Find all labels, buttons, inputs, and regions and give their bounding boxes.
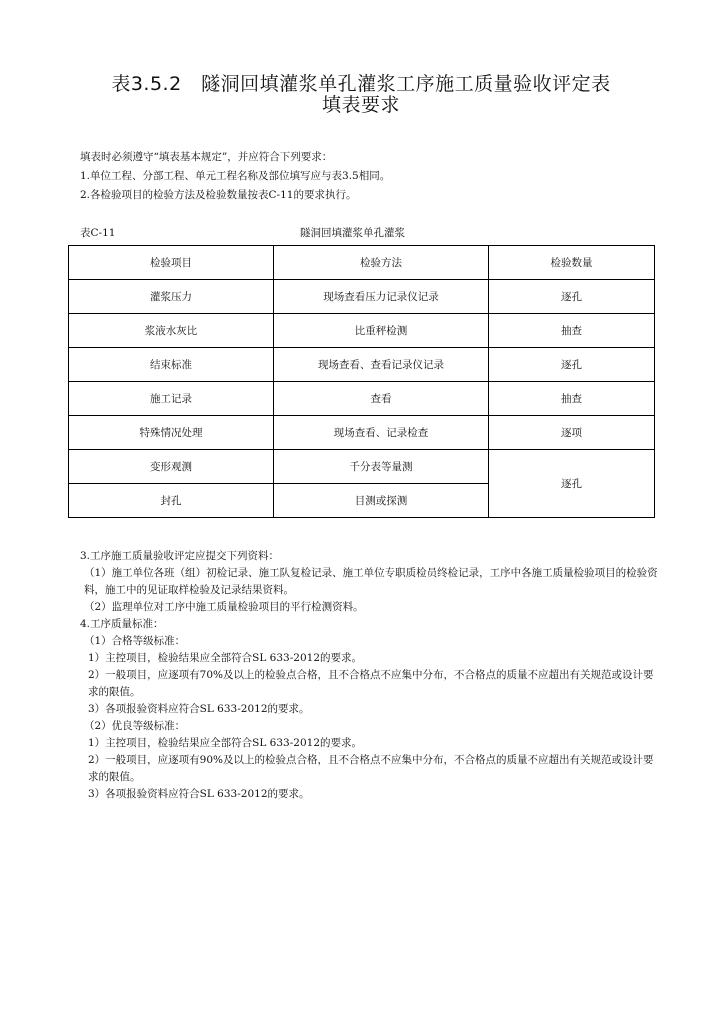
req-excellent-1: 1）主控项目，检验结果应全部符合SL 633-2012的要求。 xyxy=(88,737,362,749)
cell-method: 目测或探测 xyxy=(274,484,489,518)
table-row xyxy=(69,314,655,348)
cell-item: 结束标准 xyxy=(69,348,274,382)
req-item4-title: 4.工序质量标准： xyxy=(80,618,164,630)
cell-method: 现场查看、记录检查 xyxy=(274,416,489,450)
table-header-row xyxy=(69,246,655,280)
cell-quantity: 抽查 xyxy=(489,382,655,416)
cell-item: 施工记录 xyxy=(69,382,274,416)
header-method: 检验方法 xyxy=(274,246,489,280)
table-row xyxy=(69,416,655,450)
inspection-table xyxy=(68,245,655,518)
cell-item: 变形观测 xyxy=(69,450,274,484)
req-qualified-title: （1）合格等级标准： xyxy=(84,635,186,647)
intro-line: 填表时必须遵守“填表基本规定”，并应符合下列要求： xyxy=(80,151,333,163)
table-number: 表C-11 xyxy=(80,227,116,239)
cell-method: 千分表等量测 xyxy=(274,450,489,484)
intro-line: 1.单位工程、分部工程、单元工程名称及部位填写应与表3.5相同。 xyxy=(80,170,391,182)
req-item3-title: 3.工序施工质量验收评定应提交下列资料： xyxy=(80,550,280,562)
table-row xyxy=(69,348,655,382)
table-row xyxy=(69,382,655,416)
req-item3-2: （2）监理单位对工序中施工质量检验项目的平行检测资料。 xyxy=(84,601,364,613)
cell-method: 比重秤检测 xyxy=(274,314,489,348)
req-qualified-2: 2）一般项目，应逐项有70%及以上的检验点合格，且不合格点不应集中分布，不合格点的质量不应超出有关规范或设计要求的限值。 xyxy=(88,669,654,698)
req-excellent-title: （2）优良等级标准： xyxy=(84,720,186,732)
page-subtitle: 填表要求 xyxy=(321,94,400,116)
cell-item: 封孔 xyxy=(69,484,274,518)
cell-quantity: 逐孔 xyxy=(489,348,655,382)
requirements-section xyxy=(68,548,658,803)
cell-quantity: 逐项 xyxy=(489,416,655,450)
header-item: 检验项目 xyxy=(69,246,274,280)
cell-item: 特殊情况处理 xyxy=(69,416,274,450)
page-title: 表3.5.2 隧洞回填灌浆单孔灌浆工序施工质量验收评定表 xyxy=(111,73,611,95)
table-row xyxy=(69,280,655,314)
intro-line: 2.各检验项目的检验方法及检验数量按表C-11的要求执行。 xyxy=(80,189,357,201)
cell-method: 现场查看压力记录仪记录 xyxy=(274,280,489,314)
cell-method: 查看 xyxy=(274,382,489,416)
cell-quantity-merged: 逐孔 xyxy=(489,450,655,518)
req-excellent-3: 3）各项报验资料应符合SL 633-2012的要求。 xyxy=(88,788,310,800)
req-item3-1: （1）施工单位各班（组）初检记录、施工队复检记录、施工单位专职质检员终检记录，工序中各施工质量检验项目的检验资料，施工中的见证取样检验及记录结果资料。 xyxy=(84,567,658,596)
req-excellent-2: 2）一般项目，应逐项有90%及以上的检验点合格，且不合格点不应集中分布，不合格点的质量不应超出有关规范或设计要求的限值。 xyxy=(88,754,654,783)
req-qualified-3: 3）各项报验资料应符合SL 633-2012的要求。 xyxy=(88,703,310,715)
cell-item: 浆液水灰比 xyxy=(69,314,274,348)
header-quantity: 检验数量 xyxy=(489,246,655,280)
cell-item: 灌浆压力 xyxy=(69,280,274,314)
table-row xyxy=(69,450,655,484)
table-caption: 隧洞回填灌浆单孔灌浆 xyxy=(300,227,405,239)
req-qualified-1: 1）主控项目，检验结果应全部符合SL 633-2012的要求。 xyxy=(88,652,362,664)
cell-quantity: 逐孔 xyxy=(489,280,655,314)
cell-method: 现场查看、查看记录仪记录 xyxy=(274,348,489,382)
cell-quantity: 抽查 xyxy=(489,314,655,348)
